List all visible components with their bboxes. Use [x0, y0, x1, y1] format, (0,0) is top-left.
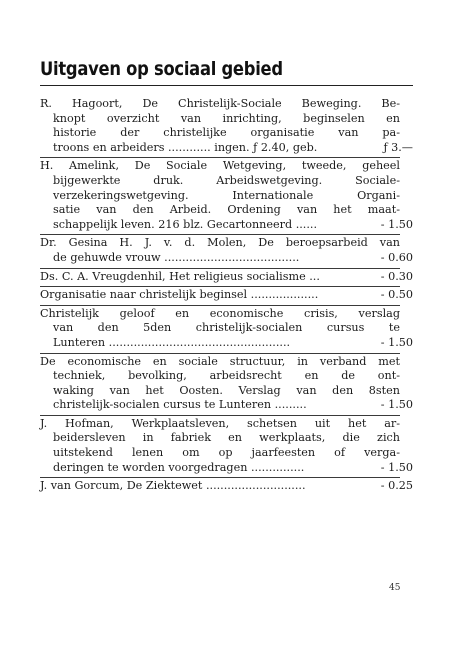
publication-entry — [40, 287, 413, 306]
entry-line-last — [40, 460, 413, 476]
entry-line-last — [40, 250, 413, 266]
entry-line: uitstekend lenen om op jaarfeesten of verga- — [53, 446, 400, 460]
entry-price: - 0.25 — [380, 479, 413, 493]
entry-line-text: christelijk-socialen cursus te Lunteren ......... — [53, 398, 307, 412]
page-number: 45 — [389, 583, 401, 593]
publication-entry — [40, 416, 413, 478]
entry-line: J. Hofman, Werkplaatsleven, schetsen uit het ar- — [40, 416, 400, 430]
entry-line-text: troons en arbeiders ............ ingen. ƒ 2.40, geb. — [53, 140, 318, 154]
entry-line-last — [40, 335, 413, 351]
entry-line-last — [40, 217, 413, 233]
publication-entry — [40, 269, 413, 288]
entry-price: ƒ 3.— — [383, 140, 413, 154]
entry-line: waking van het Oosten. Verslag van den 8sten — [53, 383, 400, 397]
entry-line-last — [40, 140, 413, 156]
entry-price: - 0.50 — [380, 288, 413, 302]
entry-line-text: schappelijk leven. 216 blz. Gecartonneerd ...... — [53, 217, 318, 231]
entry-line-last — [40, 288, 413, 303]
publication-entry — [40, 158, 413, 235]
entry-line: De economische en sociale structuur, in verband met — [40, 354, 400, 368]
publication-list — [40, 96, 413, 496]
entry-line-text: deringen te worden voorgedragen ............... — [53, 460, 305, 474]
entry-line-last — [40, 398, 413, 413]
heading-rule — [40, 85, 413, 86]
entry-price: - 1.50 — [380, 398, 413, 412]
publication-entry — [40, 354, 413, 416]
entry-line-text: J. van Gorcum, De Ziektewet ............................ — [40, 479, 306, 493]
entry-line-text: Organisatie naar christelijk beginsel ................... — [40, 288, 319, 302]
entry-line: satie van den Arbeid. Ordening van het maat- — [53, 203, 400, 217]
page-heading: Uitgaven op sociaal gebied — [40, 58, 283, 80]
entry-price: - 1.50 — [380, 217, 413, 231]
publication-entry — [40, 235, 413, 268]
entry-line: bijgewerkte druk. Arbeidswetgeving. Sociale- — [53, 173, 400, 187]
entry-line: techniek, bevolking, arbeidsrecht en de ont- — [53, 369, 400, 383]
entry-price: - 0.60 — [380, 250, 413, 264]
entry-line-text: Lunteren ................................................... — [53, 335, 291, 349]
entry-line: Christelijk geloof en economische crisis, verslag — [40, 306, 400, 320]
entry-price: - 1.50 — [380, 335, 413, 349]
entry-line-last — [40, 479, 413, 494]
entry-line: knopt overzicht van inrichting, beginselen en — [53, 111, 400, 125]
entry-line: R. Hagoort, De Christelijk-Sociale Beweging. Be- — [40, 97, 400, 110]
entry-price: - 0.30 — [380, 269, 413, 283]
entry-line: H. Amelink, De Sociale Wetgeving, tweede, geheel — [40, 159, 400, 173]
entry-line: beidersleven in fabriek en werkplaats, die zich — [53, 431, 400, 445]
entry-line-text: Ds. C. A. Vreugdenhil, Het religieus socialisme ... — [40, 269, 320, 283]
entry-line-last — [40, 269, 413, 285]
entry-line: historie der christelijke organisatie van pa- — [53, 126, 400, 140]
entry-line-text: de gehuwde vrouw ...................................... — [53, 250, 300, 264]
entry-line: Dr. Gesina H. J. v. d. Molen, De beroepsarbeid van — [40, 236, 400, 250]
entry-price: - 1.50 — [380, 460, 413, 474]
entry-line: van den 5den christelijk-socialen cursus te — [53, 321, 400, 335]
publication-entry — [40, 478, 413, 496]
entry-line: verzekeringswetgeving. Internationale Organi- — [53, 188, 400, 202]
publication-entry — [40, 306, 413, 354]
publication-entry — [40, 96, 413, 158]
